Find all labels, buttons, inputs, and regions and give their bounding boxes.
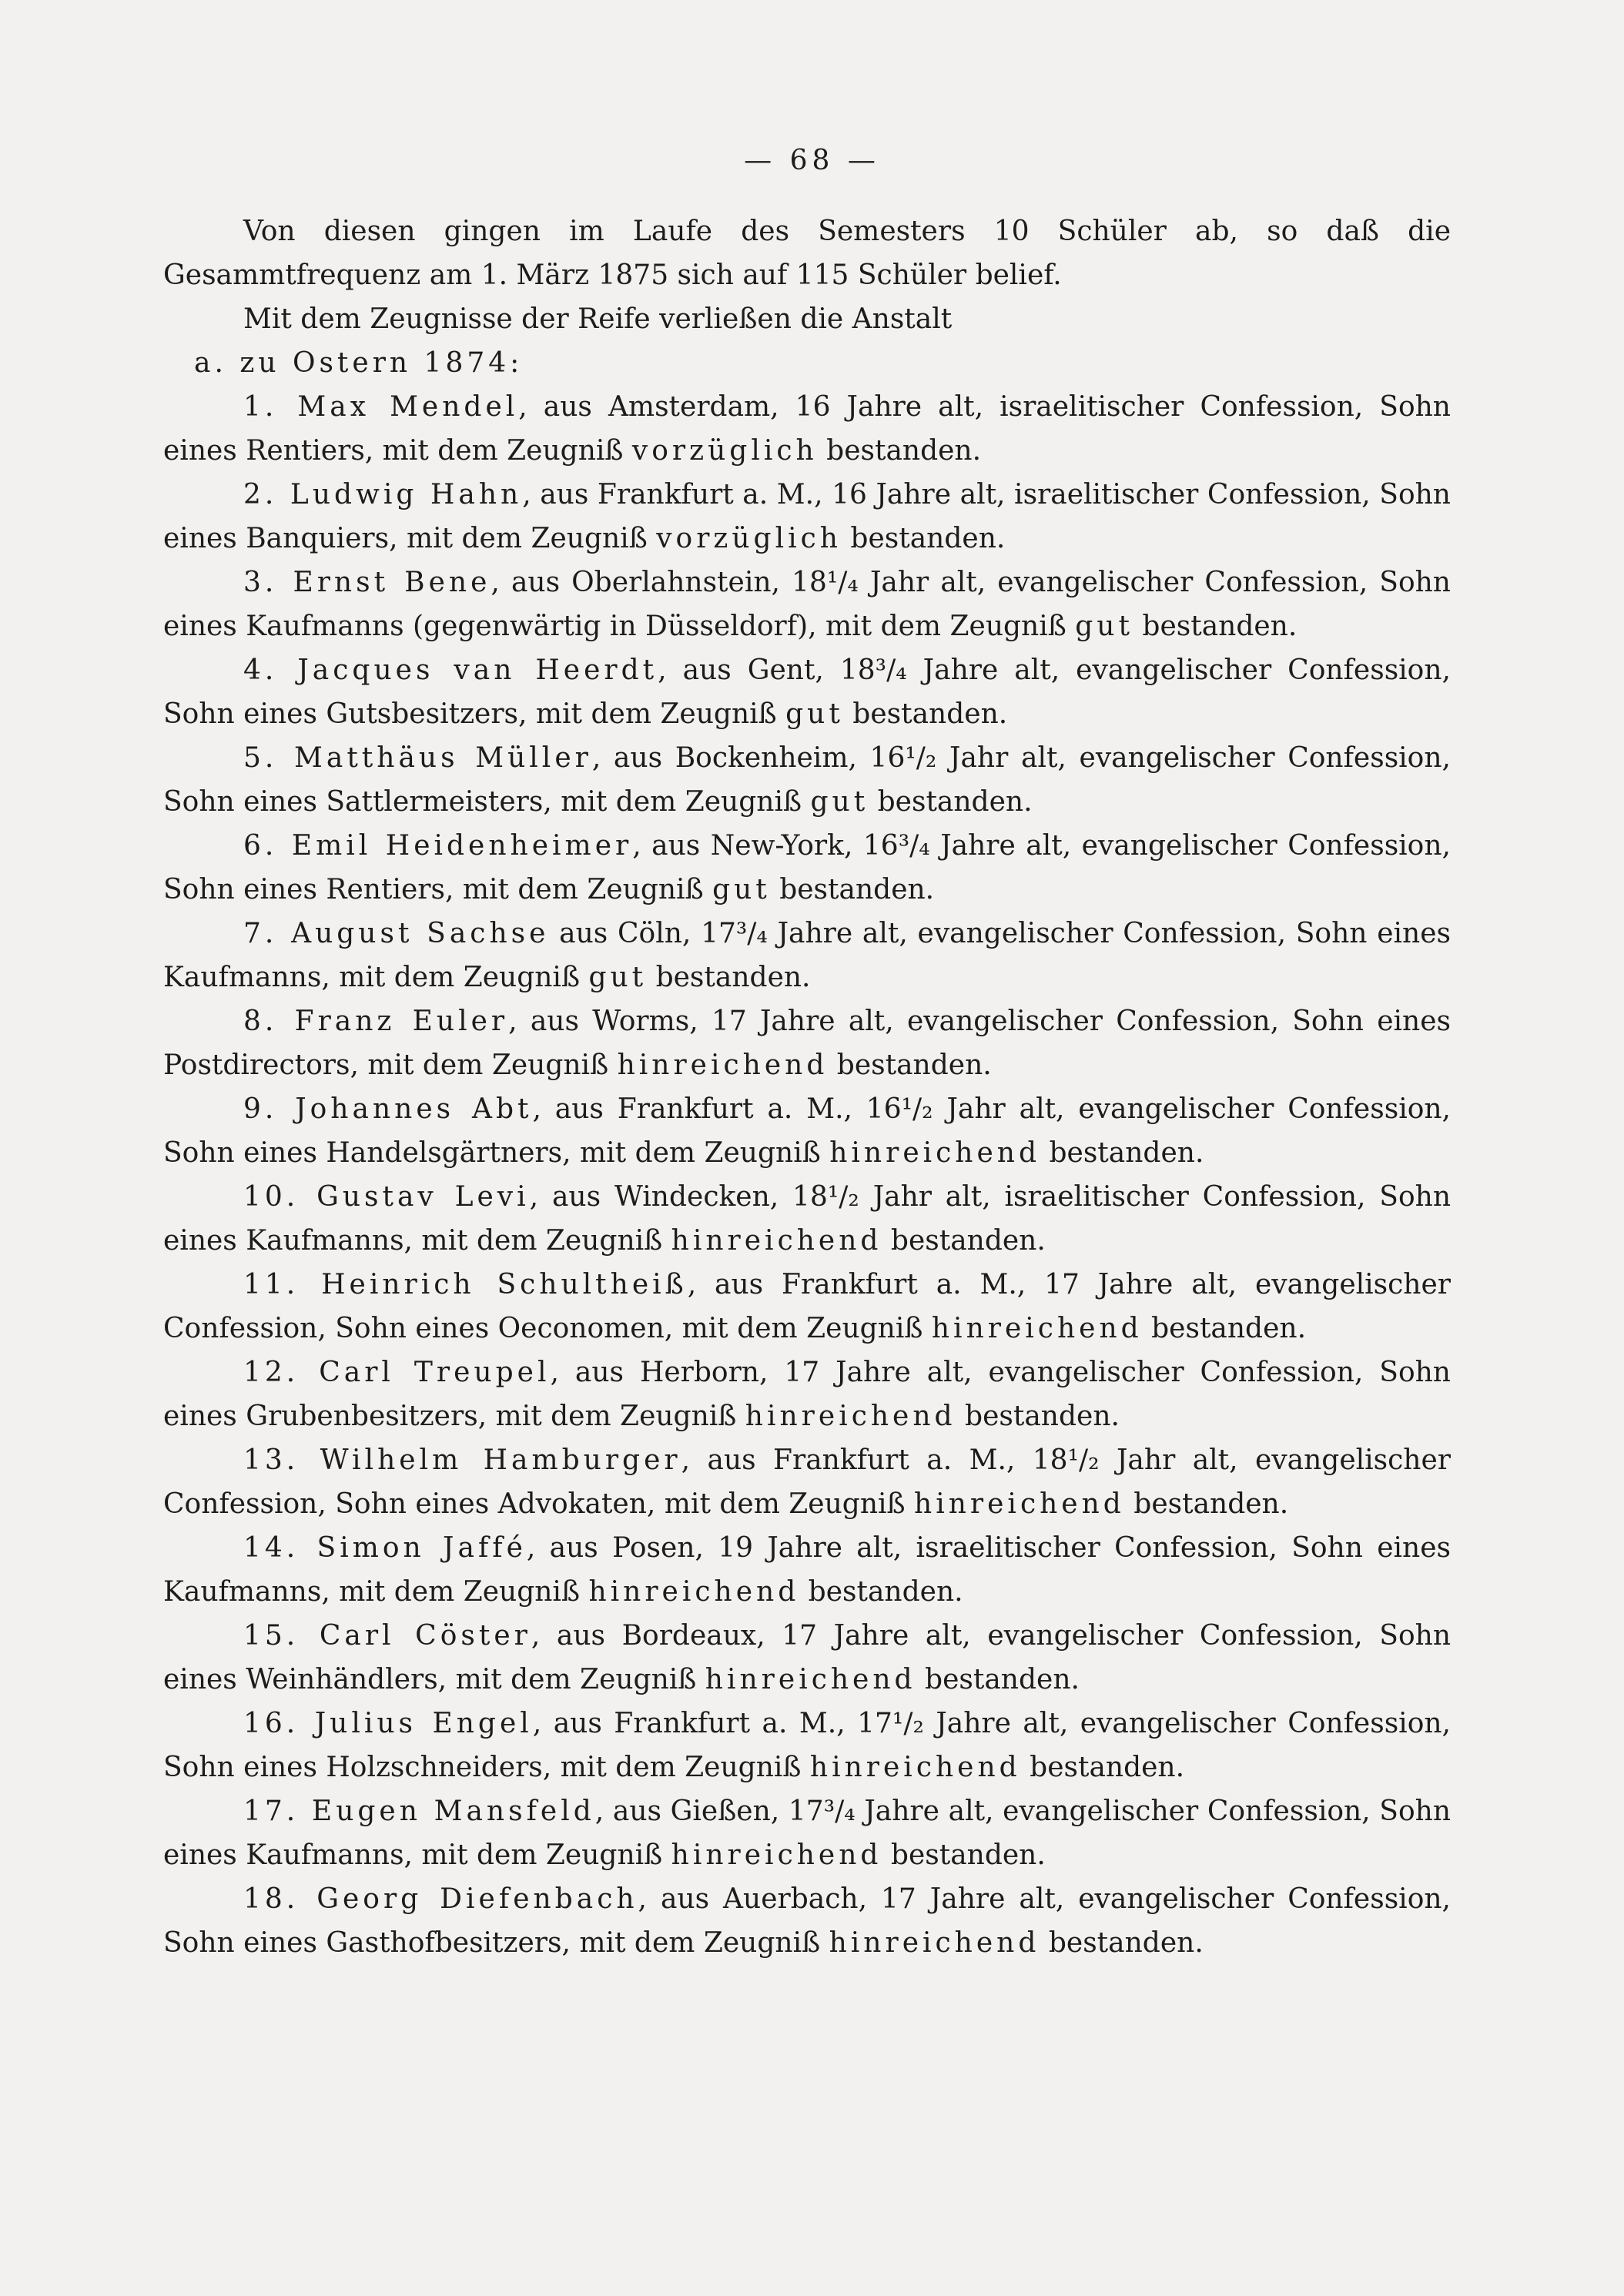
graduate-name: 4. Jacques van Heerdt xyxy=(243,654,658,686)
graduate-entry xyxy=(163,473,1451,561)
graduate-name: 17. Eugen Mansfeld xyxy=(243,1796,595,1827)
graduate-name: 3. Ernst Bene xyxy=(243,567,491,598)
graduate-entry xyxy=(163,385,1451,473)
graduate-grade: gut xyxy=(588,962,648,993)
graduate-end: bestanden. xyxy=(956,1401,1120,1432)
graduate-end: bestanden. xyxy=(843,698,1008,730)
graduate-details: , aus Gent, 18³/₄ Jahre alt, evangelischer Confession, Sohn eines Gutsbesitzers, mit dem Zeugniß xyxy=(163,654,1451,730)
graduate-grade: gut xyxy=(785,698,844,730)
reife-heading: Mit dem Zeugnisse der Reife verließen die Anstalt xyxy=(243,303,953,335)
graduate-name: 10. Gustav Levi xyxy=(243,1181,530,1213)
graduate-details: , aus Frankfurt a. M., 16 Jahre alt, israelitischer Confession, Sohn eines Banquiers, mit dem Zeugniß xyxy=(163,479,1451,554)
graduate-details: , aus Worms, 17 Jahre alt, evangelischer Confession, Sohn eines Postdirectors, mit dem Zeugniß xyxy=(163,1006,1451,1081)
graduate-details: , aus Oberlahnstein, 18¹/₄ Jahr alt, evangelischer Confession, Sohn eines Kaufmanns (gegenwärtig in Düsseldorf), mit dem Zeugniß xyxy=(163,567,1451,642)
graduate-name: 13. Wilhelm Hamburger xyxy=(243,1444,681,1476)
graduate-details: , aus Bockenheim, 16¹/₂ Jahr alt, evangelischer Confession, Sohn eines Sattlermeisters, mit dem Zeugniß xyxy=(163,742,1451,818)
graduate-name: 15. Carl Cöster xyxy=(243,1620,531,1652)
graduate-end: bestanden. xyxy=(1020,1752,1185,1783)
graduate-grade: hinreichend xyxy=(829,1927,1040,1959)
graduate-entry xyxy=(163,648,1451,736)
graduate-details: , aus Bordeaux, 17 Jahre alt, evangelischer Confession, Sohn eines Weinhändlers, mit dem Zeugniß xyxy=(163,1620,1452,1695)
graduate-grade: hinreichend xyxy=(809,1752,1021,1783)
intro-paragraph: Von diesen gingen im Laufe des Semesters 10 Schüler ab, so daß die Gesammtfrequenz am 1. März 1875 sich auf 115 Schüler belief. xyxy=(163,216,1451,291)
graduate-end: bestanden. xyxy=(647,962,811,993)
graduate-end: bestanden. xyxy=(1142,1313,1307,1344)
graduate-list xyxy=(163,385,1451,1965)
graduate-details: , aus Amsterdam, 16 Jahre alt, israelitischer Confession, Sohn eines Rentiers, mit dem Zeugniß xyxy=(163,391,1451,467)
graduate-end: bestanden. xyxy=(916,1664,1080,1695)
graduate-end: bestanden. xyxy=(817,435,982,467)
graduate-end: bestanden. xyxy=(1040,1137,1204,1169)
text-body xyxy=(163,209,1451,1965)
graduate-name: 5. Matthäus Müller xyxy=(243,742,592,774)
graduate-details: , aus Herborn, 17 Jahre alt, evangelischer Confession, Sohn eines Grubenbesitzers, mit dem Zeugniß xyxy=(163,1357,1451,1432)
graduate-name: 18. Georg Diefenbach xyxy=(243,1883,638,1915)
graduate-grade: hinreichend xyxy=(914,1488,1125,1520)
graduate-name: 11. Heinrich Schultheiß xyxy=(243,1269,688,1300)
graduate-grade: hinreichend xyxy=(829,1137,1041,1169)
graduate-entry xyxy=(163,1702,1451,1789)
graduate-name: 8. Franz Euler xyxy=(243,1006,509,1037)
graduate-entry xyxy=(163,912,1451,999)
graduate-entry xyxy=(163,999,1451,1087)
graduate-grade: gut xyxy=(810,786,869,818)
graduate-grade: hinreichend xyxy=(705,1664,916,1695)
graduate-details: , aus Frankfurt a. M., 17 Jahre alt, evangelischer Confession, Sohn eines Oeconomen, mit dem Zeugniß xyxy=(163,1269,1451,1344)
graduate-details: , aus Gießen, 17³/₄ Jahre alt, evangelischer Confession, Sohn eines Kaufmanns, mit dem Zeugniß xyxy=(163,1796,1452,1871)
graduate-entry xyxy=(163,1526,1451,1614)
graduate-entry xyxy=(163,1263,1451,1350)
graduate-grade: hinreichend xyxy=(671,1225,882,1257)
graduate-entry xyxy=(163,824,1451,912)
graduate-name: 9. Johannes Abt xyxy=(243,1093,533,1125)
graduate-grade: vorzüglich xyxy=(656,523,842,554)
graduate-entry xyxy=(163,561,1451,648)
graduate-end: bestanden. xyxy=(1040,1927,1204,1959)
graduate-details: , aus Frankfurt a. M., 16¹/₂ Jahr alt, evangelischer Confession, Sohn eines Handelsgärtners, mit dem Zeugniß xyxy=(163,1093,1452,1169)
graduate-entry xyxy=(163,1438,1451,1526)
graduate-details: , aus Frankfurt a. M., 17¹/₂ Jahre alt, evangelischer Confession, Sohn eines Holzschneiders, mit dem Zeugniß xyxy=(163,1708,1451,1783)
graduate-entry xyxy=(163,1789,1451,1877)
graduate-name: 12. Carl Treupel xyxy=(243,1357,551,1388)
graduate-grade: vorzüglich xyxy=(631,435,818,467)
graduate-grade: gut xyxy=(1075,611,1133,642)
graduate-entry xyxy=(163,736,1451,824)
graduate-name: 2. Ludwig Hahn xyxy=(243,479,523,510)
graduate-grade: hinreichend xyxy=(671,1839,882,1871)
graduate-grade: hinreichend xyxy=(588,1576,800,1608)
graduate-entry xyxy=(163,1350,1451,1438)
graduate-details: , aus Frankfurt a. M., 18¹/₂ Jahr alt, evangelischer Confession, Sohn eines Advokaten, mit dem Zeugniß xyxy=(163,1444,1451,1520)
graduate-end: bestanden. xyxy=(1124,1488,1289,1520)
graduate-grade: hinreichend xyxy=(745,1401,956,1432)
graduate-end: bestanden. xyxy=(1133,611,1298,642)
graduate-end: bestanden. xyxy=(882,1839,1046,1871)
graduate-details: , aus Windecken, 18¹/₂ Jahr alt, israelitischer Confession, Sohn eines Kaufmanns, mit dem Zeugniß xyxy=(163,1181,1452,1257)
graduate-name: 16. Julius Engel xyxy=(243,1708,533,1739)
graduate-details: , aus Auerbach, 17 Jahre alt, evangelischer Confession, Sohn eines Gasthofbesitzers, mit dem Zeugniß xyxy=(163,1883,1451,1959)
graduate-end: bestanden. xyxy=(841,523,1006,554)
graduate-end: bestanden. xyxy=(799,1576,963,1608)
page-number: — 68 — xyxy=(744,145,880,176)
graduate-name: 7. August Sachse xyxy=(243,918,550,949)
graduate-details: aus Cöln, 17³/₄ Jahre alt, evangelischer Confession, Sohn eines Kaufmanns, mit dem Zeugniß xyxy=(163,918,1451,993)
graduate-end: bestanden. xyxy=(869,786,1033,818)
graduate-entry xyxy=(163,1877,1451,1965)
graduate-grade: gut xyxy=(712,874,771,905)
section-label: a. zu Ostern 1874: xyxy=(194,347,524,379)
graduate-entry xyxy=(163,1087,1451,1175)
graduate-end: bestanden. xyxy=(828,1049,992,1081)
graduate-end: bestanden. xyxy=(882,1225,1046,1257)
graduate-entry xyxy=(163,1614,1451,1702)
graduate-entry xyxy=(163,1175,1451,1263)
graduate-name: 6. Emil Heidenheimer xyxy=(243,830,633,862)
graduate-end: bestanden. xyxy=(770,874,935,905)
graduate-details: , aus New-York, 16³/₄ Jahre alt, evangelischer Confession, Sohn eines Rentiers, mit dem Zeugniß xyxy=(163,830,1451,905)
graduate-grade: hinreichend xyxy=(931,1313,1143,1344)
graduate-name: 14. Simon Jaffé xyxy=(243,1532,527,1564)
graduate-grade: hinreichend xyxy=(617,1049,829,1081)
graduate-details: , aus Posen, 19 Jahre alt, israelitischer Confession, Sohn eines Kaufmanns, mit dem Zeugniß xyxy=(163,1532,1451,1608)
graduate-name: 1. Max Mendel xyxy=(243,391,519,423)
